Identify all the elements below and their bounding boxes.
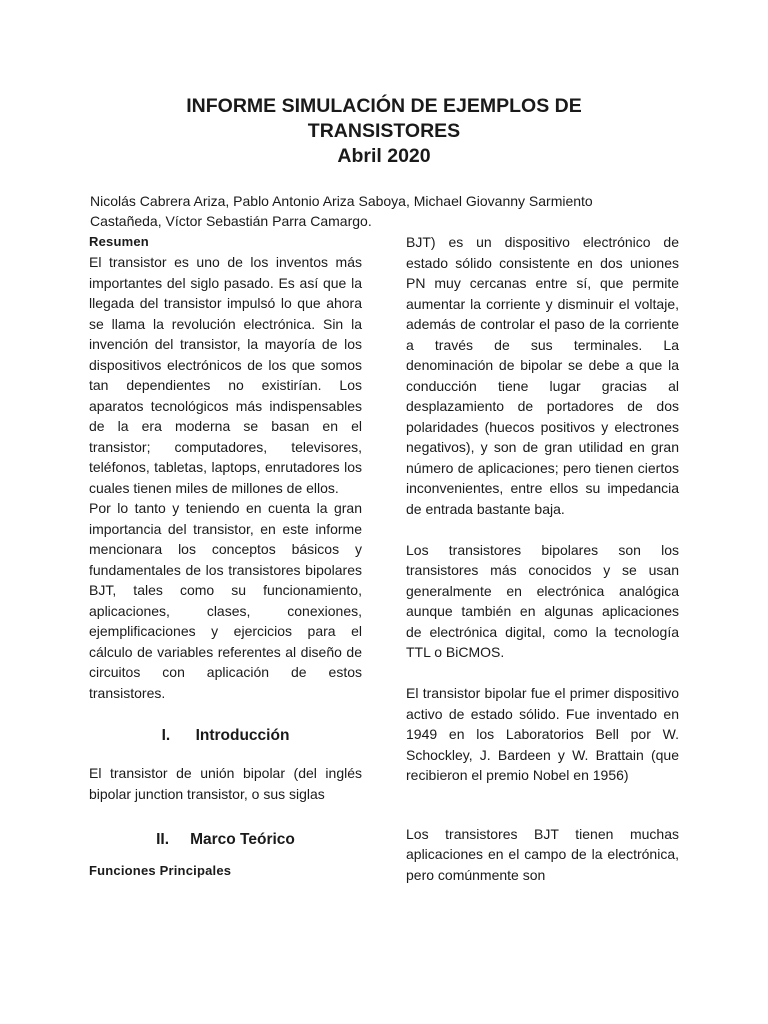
- title-line-1: INFORME SIMULACIÓN DE EJEMPLOS DE: [186, 95, 582, 117]
- left-column: [89, 232, 362, 881]
- document-title: [0, 94, 768, 169]
- body-paragraph-2: Los transistores bipolares son los transistores más conocidos y se usan generalmente en electrónica analógica aunque también en algunas aplicaciones de electrónica digital, como la tecnología TTL o BiCMOS.: [406, 541, 679, 660]
- section-title: Introducción: [195, 727, 290, 744]
- introduction-paragraph: El transistor de unión bipolar (del inglés bipolar junction transistor, o sus siglas: [89, 765, 362, 802]
- title-date: Abril 2020: [337, 145, 431, 167]
- right-column: [406, 232, 679, 885]
- section-heading-marco-teorico: [89, 829, 362, 851]
- section-heading-introduccion: [89, 725, 362, 747]
- authors-line-1: Nicolás Cabrera Ariza, Pablo Antonio Ariza Saboya, Michael Giovanny Sarmiento: [90, 193, 593, 209]
- section-number: I.: [161, 727, 171, 744]
- author-list: [90, 191, 690, 231]
- abstract-paragraph-1: El transistor es uno de los inventos más importantes del siglo pasado. Es así que la llegada del transistor impulsó lo que ahora se llama la revolución electrónica. Sin la invención del transistor, la mayoría de los dispositivos electrónicos de los que somos tan dependientes no existirían. Los aparatos tecnológicos más indispensables de la era moderna se basan en el transistor; computadores, televisores, teléfonos, tabletas, laptops, enrutadores los cuales tienen miles de millones de ellos.: [89, 254, 362, 496]
- body-paragraph-4: Los transistores BJT tienen muchas aplicaciones en el campo de la electrónica, pero comúnmente son: [406, 825, 679, 883]
- body-paragraph-3: El transistor bipolar fue el primer dispositivo activo de estado sólido. Fue inventado en 1949 en los Laboratorios Bell por W. Schockley, J. Bardeen y W. Brattain (que recibieron el premio Nobel en 1956): [406, 685, 679, 783]
- body-paragraph-1: BJT) es un dispositivo electrónico de estado sólido consistente en dos uniones PN muy cercanas entre sí, que permite aumentar la corriente y disminuir el voltaje, además de controlar el paso de la corriente a través de sus terminales. La denominación de bipolar se debe a que la conducción tiene lugar gracias al desplazamiento de portadores de dos polaridades (huecos positivos y electrones negativos), y son de gran utilidad en gran número de aplicaciones; pero tienen ciertos inconvenientes, entre ellos su impedancia de entrada bastante baja.: [406, 234, 679, 517]
- subsection-heading-funciones: Funciones Principales: [89, 863, 232, 878]
- section-title: Marco Teórico: [190, 831, 295, 848]
- authors-line-2: Castañeda, Víctor Sebastián Parra Camargo.: [90, 213, 372, 229]
- abstract-paragraph-2: Por lo tanto y teniendo en cuenta la gran importancia del transistor, en este informe mencionara los conceptos básicos y fundamentales de los transistores bipolares BJT, tales como su funcionamiento, aplicaciones, clases, conexiones, ejemplificaciones y ejercicios para el cálculo de variables referentes al diseño de circuitos con aplicación de estos transistores.: [89, 500, 362, 701]
- abstract-heading: Resumen: [89, 234, 149, 249]
- title-line-2: TRANSISTORES: [307, 120, 461, 142]
- section-number: II.: [156, 831, 170, 848]
